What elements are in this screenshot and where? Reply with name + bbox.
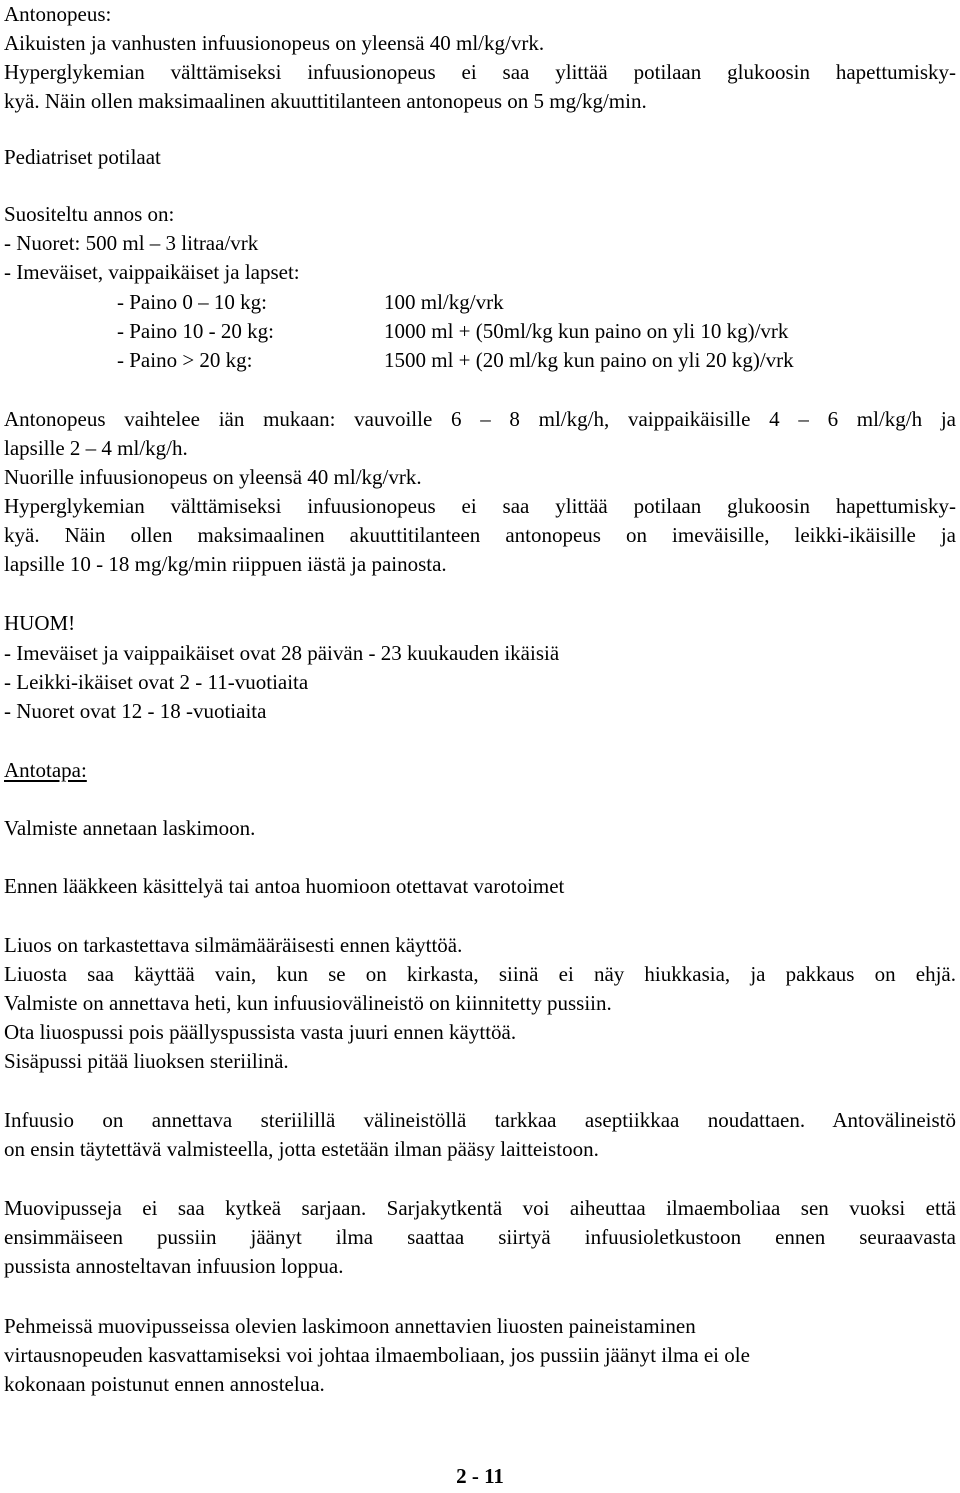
inspect-line-4: Ota liuospussi pois päällyspussista vasta juuri ennen käyttöä.: [4, 1020, 517, 1044]
ped-rate-line-5: kyä. Näin ollen maksimaalinen akuuttitilanteen antonopeus on imeväisille, leikki-ikäisille ja: [4, 523, 956, 547]
weight-dose-1: 1000 ml + (50ml/kg kun paino on yli 10 kg)/vrk: [384, 319, 789, 343]
dose-item-infants: - Imeväiset, vaippaikäiset ja lapset:: [4, 260, 300, 284]
ped-rate-line-4: Hyperglykemian välttämiseksi infuusionopeus ei saa ylittää potilaan glukoosin hapettumisky-: [4, 494, 956, 518]
inspect-line-3: Valmiste on annettava heti, kun infuusiovälineistö on kiinnitetty pussiin.: [4, 991, 612, 1015]
admin-route: Valmiste annetaan laskimoon.: [4, 816, 256, 840]
series-line-1: Muovipusseja ei saa kytkeä sarjaan. Sarjakytkentä voi aiheuttaa ilmaemboliaa sen vuoksi että: [4, 1196, 956, 1220]
aseptic-line-1: Infuusio on annettava steriilillä välineistöllä tarkkaa aseptiikkaa noudattaen. Antovälineistö: [4, 1108, 956, 1132]
note-item-2: - Nuoret ovat 12 - 18 -vuotiaita: [4, 699, 267, 723]
dose-item-teens: - Nuoret: 500 ml – 3 litraa/vrk: [4, 231, 259, 255]
inspect-line-2: Liuosta saa käyttää vain, kun se on kirkasta, siinä ei näy hiukkasia, ja pakkaus on ehjä.: [4, 962, 956, 986]
weight-label-2: - Paino > 20 kg:: [117, 348, 253, 372]
inspect-line-1: Liuos on tarkastettava silmämääräisesti ennen käyttöä.: [4, 933, 463, 957]
pediatric-heading: Pediatriset potilaat: [4, 145, 161, 169]
admin-heading: Antotapa:: [4, 758, 87, 782]
inspect-line-5: Sisäpussi pitää liuoksen steriilinä.: [4, 1049, 289, 1073]
weight-label-1: - Paino 10 - 20 kg:: [117, 319, 274, 343]
series-line-2: ensimmäiseen pussiin jäänyt ilma saattaa siirtyä infuusioletkustoon ennen seuraavasta: [4, 1225, 956, 1249]
series-line-3: pussista annosteltavan infuusion loppua.: [4, 1254, 344, 1278]
ped-rate-line-1: Antonopeus vaihtelee iän mukaan: vauvoille 6 – 8 ml/kg/h, vaippaikäisille 4 – 6 ml/kg/h ja: [4, 407, 956, 431]
weight-dose-2: 1500 ml + (20 ml/kg kun paino on yli 20 kg)/vrk: [384, 348, 794, 372]
note-item-1: - Leikki-ikäiset ovat 2 - 11-vuotiaita: [4, 670, 309, 694]
ped-rate-line-3: Nuorille infuusionopeus on yleensä 40 ml/kg/vrk.: [4, 465, 422, 489]
weight-dose-0: 100 ml/kg/vrk: [384, 290, 504, 314]
adult-rate-line: Aikuisten ja vanhusten infuusionopeus on yleensä 40 ml/kg/vrk.: [4, 31, 545, 55]
pressure-line-1: Pehmeissä muovipusseissa olevien laskimoon annettavien liuosten paineistaminen: [4, 1314, 696, 1338]
pressure-line-2: virtausnopeuden kasvattamiseksi voi johtaa ilmaemboliaan, jos pussiin jäänyt ilma ei ole: [4, 1343, 750, 1367]
precautions-heading: Ennen lääkkeen käsittelyä tai antoa huomioon otettavat varotoimet: [4, 874, 565, 898]
page-number: 2 - 11: [456, 1464, 504, 1488]
ped-rate-line-6: lapsille 10 - 18 mg/kg/min riippuen iästä ja painosta.: [4, 552, 447, 576]
note-heading: HUOM!: [4, 611, 76, 635]
aseptic-line-2: on ensin täytettävä valmisteella, jotta estetään ilman pääsy laitteistoon.: [4, 1137, 599, 1161]
note-item-0: - Imeväiset ja vaippaikäiset ovat 28 päivän - 23 kuukauden ikäisiä: [4, 641, 560, 665]
pressure-line-3: kokonaan poistunut ennen annostelua.: [4, 1372, 325, 1396]
adult-max-rate-line: kyä. Näin ollen maksimaalinen akuuttitilanteen antonopeus on 5 mg/kg/min.: [4, 89, 647, 113]
weight-label-0: - Paino 0 – 10 kg:: [117, 290, 267, 314]
adult-hyperglycemia-line: Hyperglykemian välttämiseksi infuusionopeus ei saa ylittää potilaan glukoosin hapettumisky-: [4, 60, 956, 84]
ped-rate-line-2: lapsille 2 – 4 ml/kg/h.: [4, 436, 188, 460]
dose-intro: Suositeltu annos on:: [4, 202, 175, 226]
rate-heading: Antonopeus:: [4, 2, 112, 26]
